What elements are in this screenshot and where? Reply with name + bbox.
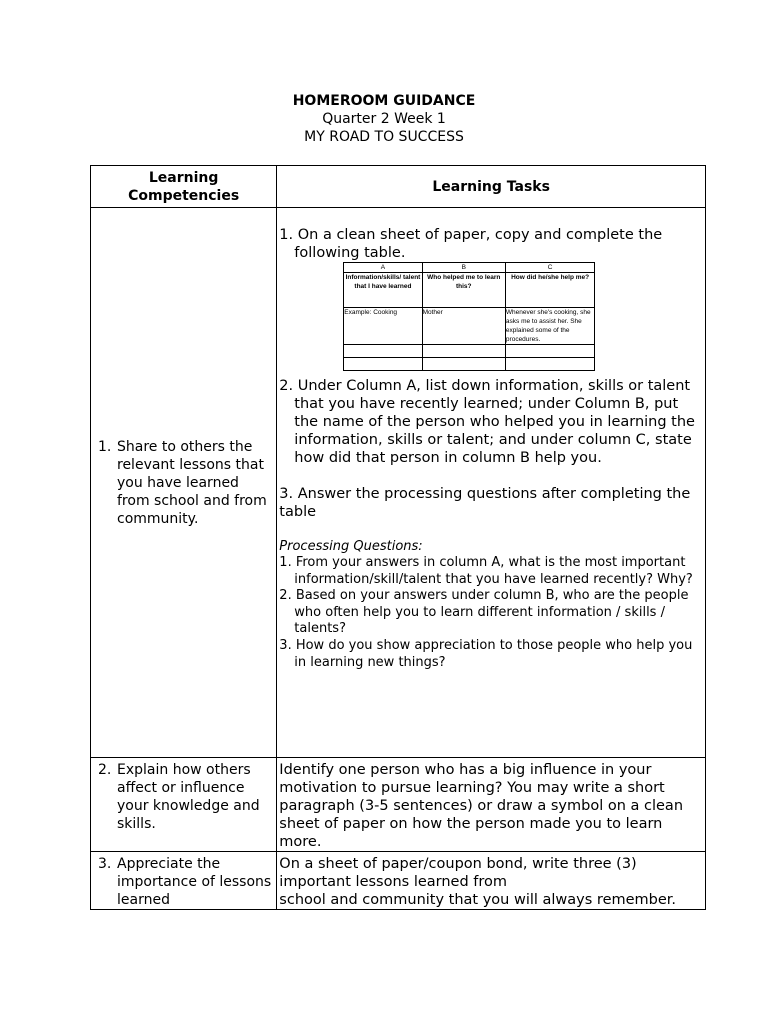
header-learning-tasks: Learning Tasks [277, 166, 706, 208]
table-row [91, 758, 706, 852]
example-col-b: B [422, 263, 505, 273]
example-cell: Mother [422, 308, 505, 345]
table-row [91, 208, 706, 758]
task-text: school and community that you will always remember. [279, 892, 677, 908]
competency-text: Explain how others affect or influence your knowledge and skills. [117, 762, 260, 832]
example-table-subheader-row [344, 273, 595, 308]
example-table-row [344, 308, 595, 345]
processing-question: 2. Based on your answers under column B, who are the people who often help you to learn different information / skills / talents? [279, 588, 689, 637]
task-item: 1. On a clean sheet of paper, copy and complete the following table. [279, 227, 663, 261]
processing-questions-list [279, 555, 701, 671]
lesson-table [90, 165, 706, 910]
document-title: HOMEROOM GUIDANCE [292, 93, 476, 109]
example-subheader: Who helped me to learn this? [422, 273, 505, 308]
competency-number: 3. [98, 856, 112, 872]
example-cell: Example: Cooking [344, 308, 422, 345]
example-col-a: A [344, 263, 422, 273]
processing-question: 1. From your answers in column A, what is the most important information/skill/talent that you have learned recently? Why? [279, 555, 693, 587]
competency-cell [91, 758, 277, 852]
competency-number: 1. [98, 438, 112, 455]
document-topic: MY ROAD TO SUCCESS [304, 129, 464, 145]
example-col-c: C [505, 263, 594, 273]
task-item: 3. Answer the processing questions after completing the table [279, 486, 691, 520]
task-text: On a sheet of paper/coupon bond, write three (3) important lessons learned from [279, 856, 637, 890]
example-table-header-row [344, 263, 595, 273]
document-header [0, 92, 768, 146]
competency-cell [91, 208, 277, 758]
document-subtitle: Quarter 2 Week 1 [322, 111, 446, 127]
table-row [91, 852, 706, 910]
example-cell: Whenever she's cooking, she asks me to assist her. She explained some of the procedures. [505, 308, 594, 345]
example-subheader: Information/skills/ talent that I have learned [344, 273, 422, 308]
competency-cell [91, 852, 277, 910]
task-item: 2. Under Column A, list down information, skills or talent that you have recently learned; under Column B, put the name of the person who helped you in learning the information, skills or talent; and under column C, state how did that person in column B help you. [279, 378, 695, 466]
task-cell [277, 208, 706, 758]
task-text: Identify one person who has a big influence in your motivation to pursue learning? You may write a short paragraph (3-5 sentences) or draw a symbol on a clean sheet of paper on how the person made you to learn more. [279, 762, 684, 850]
processing-question: 3. How do you show appreciation to those people who help you in learning new things? [279, 637, 693, 670]
task-cell [277, 852, 706, 910]
lesson-table-header-row [91, 166, 706, 208]
processing-questions-title: Processing Questions: [279, 539, 423, 554]
example-table [343, 262, 595, 371]
example-subheader: How did he/she help me? [505, 273, 594, 308]
example-table-blank-row [344, 345, 595, 358]
competency-number: 2. [98, 762, 112, 778]
competency-text: Share to others the relevant lessons that you have learned from school and from community. [117, 438, 267, 527]
task-cell [277, 758, 706, 852]
example-table-blank-row [344, 358, 595, 371]
competency-text: Appreciate the importance of lessons learned [117, 856, 272, 908]
header-learning-competencies: Learning Competencies [91, 166, 277, 208]
